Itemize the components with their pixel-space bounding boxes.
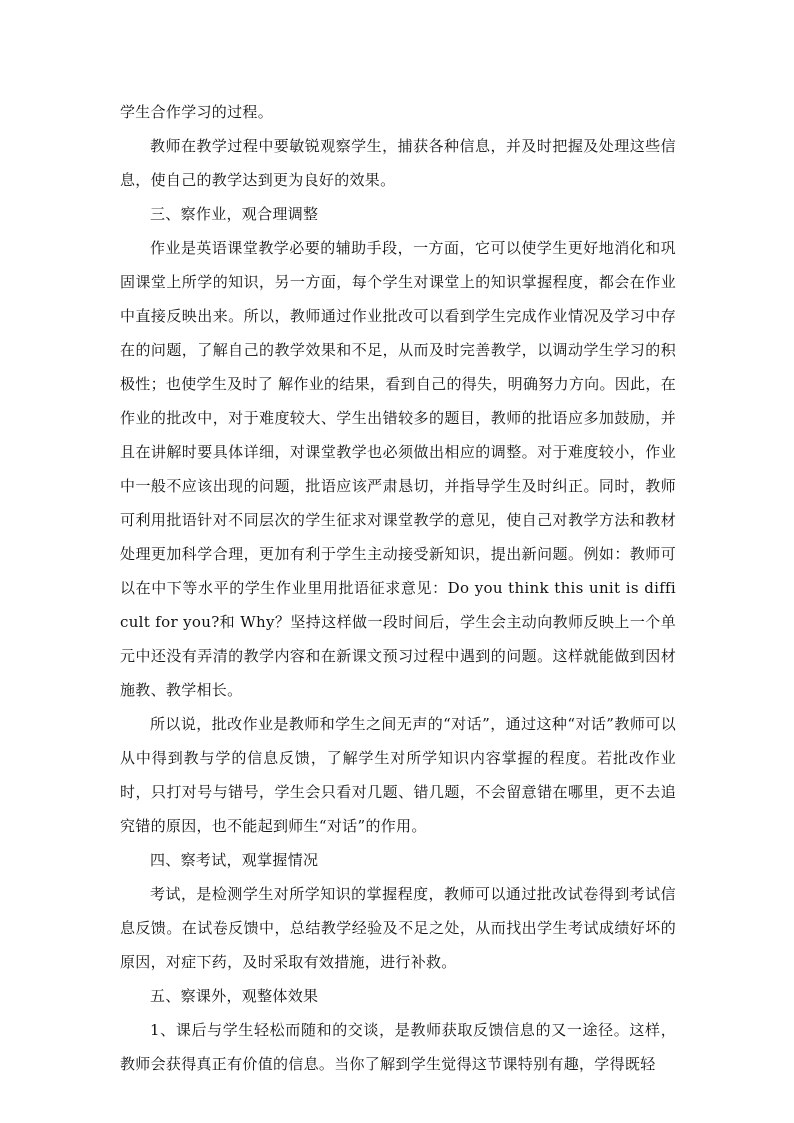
paragraph-homework: 作业是英语课堂教学必要的辅助手段，一方面，它可以使学生更好地消化和巩固课堂上所学的知识，另一方面，每个学生对课堂上的知识掌握程度，都会在作业中直接反映出来。所以，教师通过作业批改可以看到学生完成作业情况及学习中存在的问题，了解自己的教学效果和不足，从而及时完善教学，以调动学生学习的积极性；也使学生及时了 解作业的结果，看到自己的得失，明确努力方向。因此，在作业的批改中，对于难度较大、学生出错较多的题目，教师的批语应多加鼓励，并且在讲解时要具体详细，对课堂教学也必须做出相应的调整。对于难度较小，作业中一般不应该出现的问题，批语应该严肃恳切，并指导学生及时纠正。同时，教师可利用批语针对不同层次的学生征求对课堂教学的意见，使自己对教学方法和教材处理更加科学合理，更加有利于学生主动接受新知识，提出新问题。例如：教师可以在中下等水平的学生作业里用批语征求意见：Do you think this unit is difficult for you?和 Why？坚持这样做一段时间后，学生会主动向教师反映上一个单元中还没有弄清的教学内容和在新课文预习过程中遇到的问题。这样就能做到因材施教、教学相长。 xyxy=(120,239,676,699)
paragraph-continuation: 学生合作学习的过程。 xyxy=(120,103,274,121)
section-heading-homework: 三、察作业，观合理调整 xyxy=(150,205,319,223)
document-body xyxy=(120,95,676,1081)
paragraph-extracurricular: 1、课后与学生轻松而随和的交谈，是教师获取反馈信息的又一途径。这样，教师会获得真正有价值的信息。当你了解到学生觉得这节课特别有趣，学得既轻 xyxy=(120,1021,676,1073)
paragraph-dialogue: 所以说，批改作业是教师和学生之间无声的“对话”，通过这种“对话”教师可以从中得到教与学的信息反馈，了解学生对所学知识内容掌握的程度。若批改作业时，只打对号与错号，学生会只看对几题、错几题，不会留意错在哪里，更不去追究错的原因，也不能起到师生“对话”的作用。 xyxy=(120,715,676,835)
section-heading-extracurricular: 五、察课外，观整体效果 xyxy=(150,987,319,1005)
paragraph-exam: 考试，是检测学生对所学知识的掌握程度，教师可以通过批改试卷得到考试信息反馈。在试卷反馈中，总结教学经验及不足之处，从而找出学生考试成绩好坏的原因，对症下药，及时采取有效措施，进行补救。 xyxy=(120,885,676,971)
section-heading-exam: 四、察考试，观掌握情况 xyxy=(150,851,319,869)
paragraph-observation: 教师在教学过程中要敏锐观察学生，捕获各种信息，并及时把握及处理这些信息，使自己的教学达到更为良好的效果。 xyxy=(120,137,676,189)
